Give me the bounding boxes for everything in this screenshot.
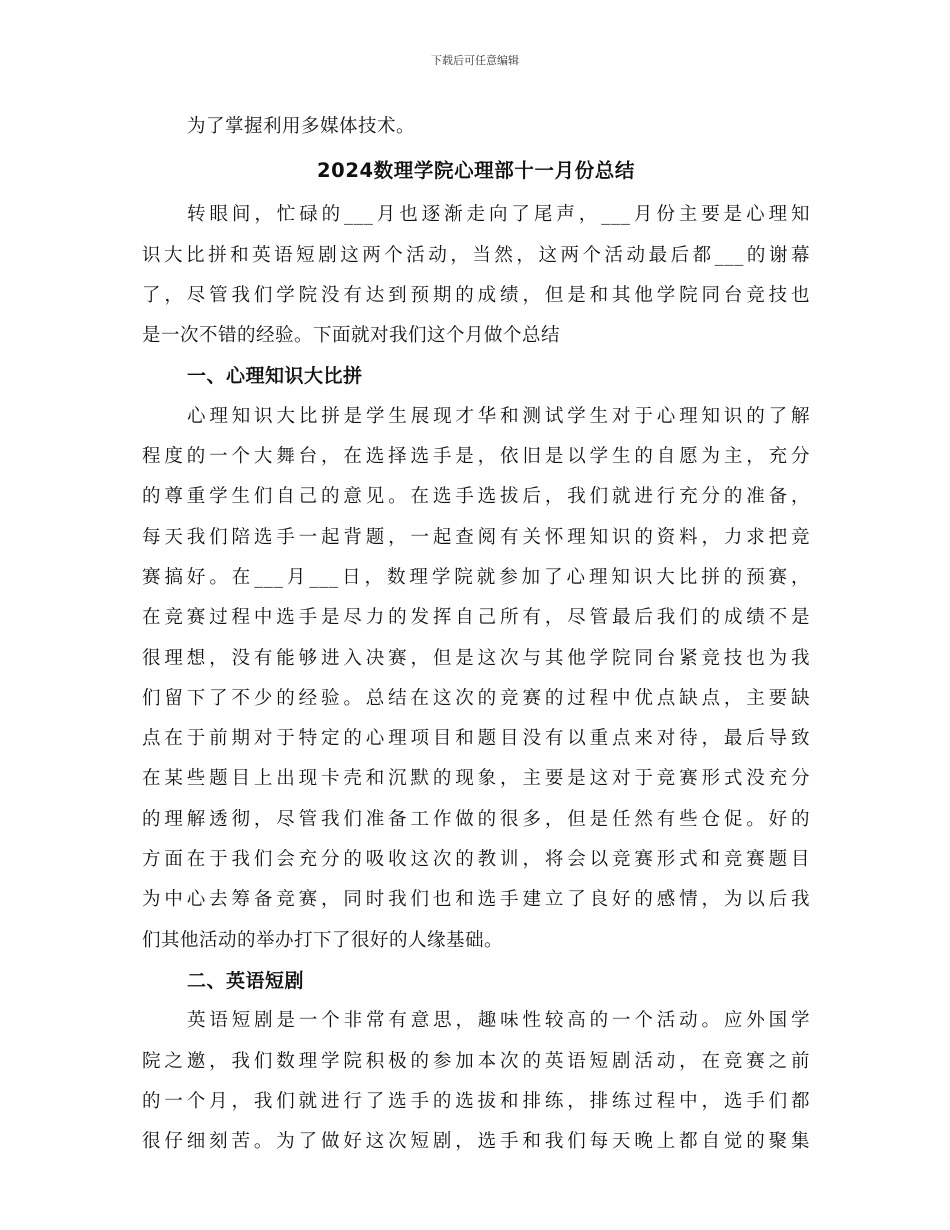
- paragraph-line: 的一个月，我们就进行了选手的选拔和排练，排练过程中，选手们都: [142, 1090, 810, 1112]
- paragraph-line: 们留下了不少的经验。总结在这次的竞赛的过程中优点缺点，主要缺: [142, 687, 810, 709]
- intro-tail-line: 为了掌握利用多媒体技术。: [187, 116, 416, 137]
- page-header-note: 下载后可任意编辑: [431, 54, 519, 67]
- paragraph-line: 点在于前期对于特定的心理项目和题目没有以重点来对待，最后导致: [142, 728, 810, 750]
- paragraph-line: 程度的一个大舞台，在选择选手是，依旧是以学生的自愿为主，充分: [142, 446, 810, 468]
- paragraph-line: 的理解透彻，尽管我们准备工作做的很多，但是任然有些仓促。好的: [142, 808, 810, 830]
- paragraph-line: 赛搞好。在___月___日，数理学院就参加了心理知识大比拼的预赛，: [142, 566, 810, 588]
- paragraph-line: 是一次不错的经验。下面就对我们这个月做个总结: [142, 325, 561, 347]
- paragraph-line: 院之邀，我们数理学院积极的参加本次的英语短剧活动，在竞赛之前: [142, 1050, 810, 1072]
- document-body: [142, 107, 810, 1162]
- document-title: 2024数理学院心理部十一月份总结: [317, 159, 635, 183]
- paragraph-line: 了，尽管我们学院没有达到预期的成绩，但是和其他学院同台竞技也: [142, 284, 810, 306]
- paragraph-line: 识大比拼和英语短剧这两个活动，当然，这两个活动最后都___的谢幕: [142, 244, 810, 266]
- paragraph-line: 心理知识大比拼是学生展现才华和测试学生对于心理知识的了解: [187, 405, 810, 427]
- paragraph-line: 很理想，没有能够进入决赛，但是这次与其他学院同台紧竞技也为我: [142, 647, 810, 669]
- paragraph-line: 为中心去筹备竞赛，同时我们也和选手建立了良好的感情，为以后我: [142, 889, 810, 911]
- paragraph-line: 方面在于我们会充分的吸收这次的教训，将会以竞赛形式和竞赛题目: [142, 849, 810, 871]
- paragraph-line: 转眼间，忙碌的___月也逐渐走向了尾声，___月份主要是心理知: [187, 204, 810, 226]
- paragraph-line: 每天我们陪选手一起背题，一起查阅有关怀理知识的资料，力求把竞: [142, 526, 810, 548]
- paragraph-line: 们其他活动的举办打下了很好的人缘基础。: [142, 929, 504, 951]
- paragraph-line: 的尊重学生们自己的意见。在选手选拔后，我们就进行充分的准备，: [142, 486, 810, 508]
- paragraph-line: 在竞赛过程中选手是尽力的发挥自己所有，尽管最后我们的成绩不是: [142, 607, 810, 629]
- section-heading-psych-contest: 一、心理知识大比拼: [187, 365, 363, 388]
- paragraph-line: 在某些题目上出现卡壳和沉默的现象，主要是这对于竞赛形式没充分: [142, 768, 810, 790]
- section-1-paragraph: [142, 397, 810, 961]
- paragraph-1: [142, 195, 810, 356]
- paragraph-line: 很仔细刻苦。为了做好这次短剧，选手和我们每天晚上都自觉的聚集: [142, 1131, 810, 1153]
- paragraph-line: 英语短剧是一个非常有意思，趣味性较高的一个活动。应外国学: [187, 1010, 810, 1032]
- section-2-paragraph: [142, 1001, 810, 1162]
- section-heading-english-drama: 二、英语短剧: [187, 969, 305, 992]
